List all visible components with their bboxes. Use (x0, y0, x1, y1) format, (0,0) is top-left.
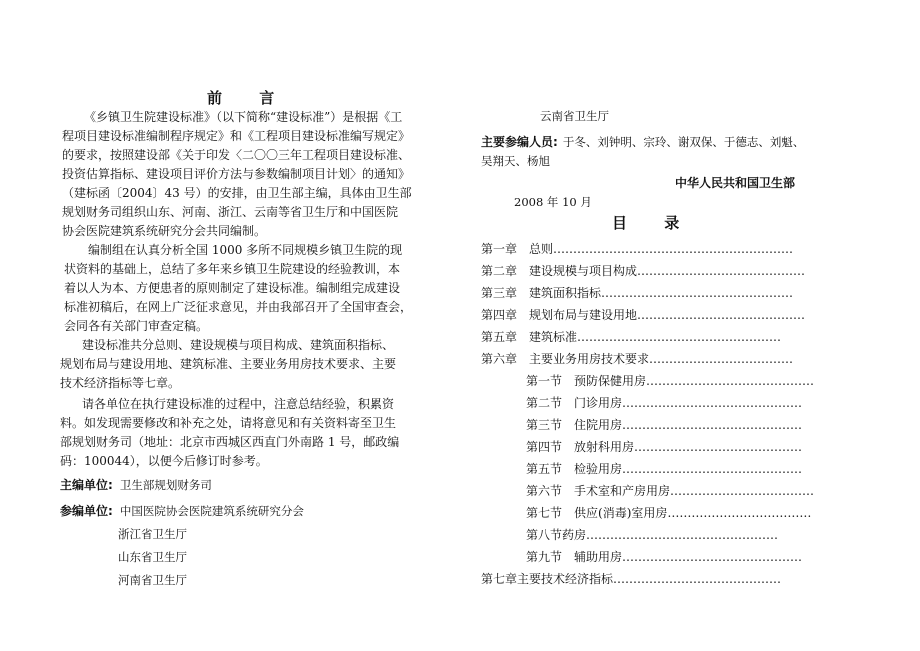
toc-number: 第五节 (526, 462, 563, 476)
toc-number: 第一节 (526, 374, 563, 388)
toc-entry[interactable] (526, 504, 811, 521)
main-personnel (481, 131, 804, 150)
text-line: 着以人为本、方便患者的原则制定了建设标准。编制组完成建设 (64, 281, 401, 295)
personnel-names: 吴翔天、杨旭 (481, 154, 550, 168)
toc-dots: …………………………………………………… (553, 242, 794, 256)
toc-entry[interactable] (526, 526, 778, 543)
toc-title: 预防保健用房 (574, 374, 647, 388)
toc-title: 手术室和产房用房 (574, 484, 671, 498)
personnel-label: 主要参编人员: (481, 135, 558, 149)
personnel-names: 于冬、刘钟明、宗玲、谢双保、于德志、刘魁、 (562, 135, 805, 149)
toc-title: 检验用房 (574, 462, 623, 476)
toc-title: 供应(消毒)室用房 (574, 506, 668, 520)
toc-title (612, 212, 680, 233)
text-line: 码：100044），以便今后修订时参考。 (60, 454, 268, 468)
co-editor-value: 云南省卫生厅 (540, 109, 609, 123)
toc-title: 药房 (562, 528, 587, 542)
toc-title: 建设规模与项目构成 (529, 264, 638, 278)
toc-title: 门诊用房 (574, 396, 623, 410)
text-line: 会同各有关部门审查定稿。 (64, 319, 209, 333)
toc-entry[interactable] (481, 306, 805, 323)
toc-dots: ……………………………… (667, 506, 812, 520)
co-editor-value: 浙江省卫生厅 (118, 527, 187, 541)
text-line: 《乡镇卫生院建设标准》（以下简称“建设标准”）是根据《工 (84, 110, 403, 124)
toc-title: 主要技术经济指标 (517, 572, 614, 586)
toc-dots: ……………………………………… (622, 396, 803, 410)
toc-title-char-1: 目 (612, 214, 629, 232)
toc-title: 放射科用房 (574, 440, 635, 454)
toc-number: 第九节 (526, 550, 563, 564)
toc-number: 第三节 (526, 418, 563, 432)
toc-number: 第四节 (526, 440, 563, 454)
toc-dots: …………………………………… (637, 264, 806, 278)
text-line: 的要求，按照建设部《关于印发〈二〇〇三年工程项目建设标准、 (62, 148, 411, 162)
toc-entry[interactable] (481, 240, 793, 257)
toc-number: 第四章 (481, 308, 518, 322)
co-editor-label: 参编单位: (60, 504, 113, 518)
ministry-name: 中华人民共和国卫生部 (675, 176, 796, 190)
toc-dots: …………………………………… (634, 440, 803, 454)
toc-number: 第六节 (526, 484, 563, 498)
toc-number: 第二章 (481, 264, 518, 278)
toc-title: 建筑标准 (529, 330, 578, 344)
toc-entry[interactable] (526, 438, 802, 455)
co-editor-value: 中国医院协会医院建筑系统研究分会 (119, 504, 304, 518)
publish-date: 2008 年 10 月 (514, 195, 592, 209)
text-line: 规划财务司组织山东、河南、浙江、云南等省卫生厅和中国医院 (62, 205, 399, 219)
text-line: 投资估算指标、建设项目评价方法与参数编制项目计划〉的通知》 (62, 167, 411, 181)
text-line: 部规划财务司（地址：北京市西城区西直门外南路 1 号，邮政编 (60, 435, 400, 449)
toc-entry[interactable] (481, 570, 781, 587)
toc-dots: ………………………………………… (601, 286, 794, 300)
text-line: 标准初稿后，在网上广泛征求意见，并由我部召开了全国审查会， (64, 300, 413, 314)
toc-entry[interactable] (526, 548, 802, 565)
preface-title (207, 87, 275, 108)
toc-entry[interactable] (481, 262, 805, 279)
toc-number: 第七节 (526, 506, 563, 520)
chief-editor-unit (60, 474, 212, 493)
chief-editor-value: 卫生部规划财务司 (119, 478, 212, 492)
text-line: 协会医院建筑系统研究分会共同编制。 (62, 224, 267, 238)
toc-dots: …………………………………… (613, 572, 782, 586)
toc-dots: …………………………………………… (577, 330, 782, 344)
toc-title: 主要业务用房技术要求 (529, 352, 650, 366)
toc-dots: ……………………………………… (622, 418, 803, 432)
toc-entry[interactable] (481, 350, 793, 367)
preface-title-char-1: 前 (207, 89, 224, 107)
toc-number: 第五章 (481, 330, 518, 344)
preface-title-char-2: 言 (259, 89, 276, 107)
toc-entry[interactable] (481, 284, 793, 301)
toc-entry[interactable] (526, 460, 802, 477)
toc-dots: ……………………………… (670, 484, 815, 498)
toc-number: 第一章 (481, 242, 518, 256)
toc-number: 第八节 (526, 528, 563, 542)
toc-number: 第三章 (481, 286, 518, 300)
toc-entry[interactable] (526, 482, 814, 499)
toc-dots: ……………………………………… (622, 550, 803, 564)
toc-title-char-2: 录 (664, 214, 681, 232)
text-line: 程项目建设标准编制程序规定》和《工程项目建设标准编写规定》 (62, 129, 411, 143)
chief-editor-label: 主编单位: (60, 478, 113, 492)
text-line: 技术经济指标等七章。 (60, 376, 181, 390)
text-line: （建标函〔2004〕43 号）的安排，由卫生部主编，具体由卫生部 (62, 186, 412, 200)
toc-dots: ……………………………… (649, 352, 794, 366)
toc-title: 住院用房 (574, 418, 623, 432)
toc-dots: …………………………………… (637, 308, 806, 322)
toc-title: 规划布局与建设用地 (529, 308, 638, 322)
toc-dots: …………………………………… (646, 374, 815, 388)
toc-entry[interactable] (481, 328, 781, 345)
text-line: 规划布局与建设用地、建筑标准、主要业务用房技术要求、主要 (60, 357, 397, 371)
toc-title: 辅助用房 (574, 550, 623, 564)
text-line: 状资料的基础上，总结了多年来乡镇卫生院建设的经验教训，本 (64, 262, 401, 276)
text-line: 建设标准共分总则、建设规模与项目构成、建筑面积指标、 (82, 338, 395, 352)
toc-title: 总则 (529, 242, 554, 256)
toc-dots: ……………………………………… (622, 462, 803, 476)
toc-number: 第六章 (481, 352, 518, 366)
text-line: 请各单位在执行建设标准的过程中，注意总结经验，积累资 (82, 397, 395, 411)
toc-entry[interactable] (526, 394, 802, 411)
co-editor-value: 山东省卫生厅 (118, 550, 187, 564)
toc-number: 第七章 (481, 572, 518, 586)
co-editor-value: 河南省卫生厅 (118, 573, 187, 587)
text-line: 编制组在认真分析全国 1000 多所不同规模乡镇卫生院的现 (88, 243, 403, 257)
text-line: 料。如发现需要修改和补充之处，请将意见和有关资料寄至卫生 (60, 416, 397, 430)
toc-entry[interactable] (526, 416, 802, 433)
toc-entry[interactable] (526, 372, 814, 389)
co-editor-unit (60, 500, 304, 519)
toc-number: 第二节 (526, 396, 563, 410)
toc-title: 建筑面积指标 (529, 286, 602, 300)
toc-dots: ………………………………………… (586, 528, 779, 542)
